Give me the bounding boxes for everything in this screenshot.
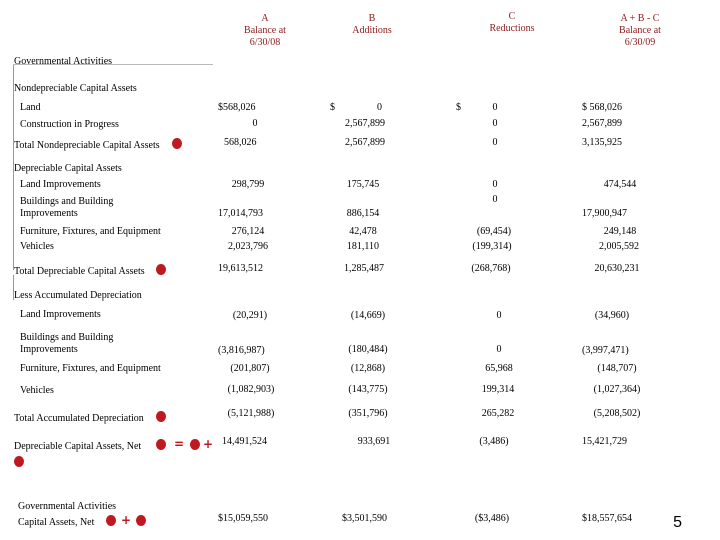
col-a-line2: Balance at [244,25,286,36]
buildings-balance-0609: 17,900,947 [582,208,627,219]
ffe-reductions: (69,454) [476,226,512,237]
row-label-ad-vehicles: Vehicles [20,385,54,396]
ad-buildings-label-line1: Buildings and Building [20,332,114,343]
total-nondep-balance-0609: 3,135,925 [582,137,622,148]
row-label-land-improvements: Land Improvements [20,179,101,190]
land-reductions-symbol: $ [456,102,461,113]
row-label-cap-net: Capital Assets, Net [18,517,95,528]
vehicles-reductions: (199,314) [472,241,512,252]
row-label-dep-net: Depreciable Capital Assets, Net [14,441,142,452]
dep-net-balance-0609: 15,421,729 [582,436,627,447]
total-ad-balance-0708: (5,121,988) [227,408,275,419]
ffe-balance-0609: 249,148 [603,226,637,237]
equals-sign: = [174,437,185,451]
col-a-header [225,13,305,49]
marker-seven-icon [106,515,116,526]
col-c-letter: C [508,11,516,22]
cip-balance-0708: 0 [252,118,258,129]
row-label-land: Land [20,102,41,113]
ffe-additions: 42,478 [349,226,377,237]
total-dep-balance-0708: 19,613,512 [218,263,263,274]
cap-net-balance-0708: $15,059,550 [218,513,268,524]
section-less-accumulated: Less Accumulated Depreciation [14,290,142,301]
dep-net-additions: 933,691 [357,436,391,447]
col-c-header [472,11,552,35]
land-balance-0609: $ 568,026 [582,102,622,113]
section-nondepreciable: Nondepreciable Capital Assets [14,83,137,94]
ad-vehicles-additions: (143,775) [348,384,388,395]
col-b-line2: Additions [352,25,392,36]
land-balance-0708: $568,026 [218,102,256,113]
row-label-total-dep: Total Depreciable Capital Assets [14,266,145,277]
plus-sign-2: + [121,513,132,527]
total-nondep-balance-0708: 568,026 [224,137,257,148]
ad-vehicles-balance-0708: (1,082,903) [227,384,275,395]
ad-buildings-additions: (180,484) [348,344,388,355]
col-a-letter: A [261,13,269,24]
land-impr-reductions: 0 [492,179,498,190]
marker-two-icon [156,264,166,275]
row-label-total-nondep: Total Nondepreciable Capital Assets [14,140,160,151]
buildings-balance-0708: 17,014,793 [218,208,263,219]
col-c-line2: Reductions [489,23,535,34]
total-nondep-additions: 2,567,899 [345,137,385,148]
ffe-balance-0708: 276,124 [231,226,265,237]
cip-additions: 2,567,899 [345,118,385,129]
section-depreciable: Depreciable Capital Assets [14,163,122,174]
ad-ffe-additions: (12,868) [350,363,386,374]
marker-six-icon [14,456,24,467]
total-ad-additions: (351,796) [348,408,388,419]
section-governmental-activities: Governmental Activities [14,56,113,67]
total-ad-reductions: 265,282 [481,408,515,419]
dep-net-balance-0708: 14,491,524 [222,436,267,447]
cap-net-balance-0609: $18,557,654 [582,513,632,524]
land-impr-additions: 175,745 [346,179,380,190]
row-label-total-ad: Total Accumulated Depreciation [14,413,144,424]
marker-eight-icon [136,515,146,526]
marker-three-icon [156,411,166,422]
row-label-ad-land-improvements: Land Improvements [20,309,101,320]
marker-one-icon [172,138,182,149]
page-number: 5 [673,514,682,531]
land-reductions: 0 [492,102,498,113]
ad-land-impr-additions: (14,669) [350,310,386,321]
land-additions-symbol: $ [330,102,335,113]
total-nondep-reductions: 0 [492,137,498,148]
cap-net-reductions: ($3,486) [474,513,510,524]
ad-buildings-reductions: 0 [496,344,502,355]
col-b-header [332,13,412,37]
total-dep-reductions: (268,768) [471,263,511,274]
cip-balance-0609: 2,567,899 [582,118,622,129]
ad-ffe-reductions: 65,968 [485,363,513,374]
ad-vehicles-balance-0609: (1,027,364) [593,384,641,395]
total-dep-additions: 1,285,487 [344,263,384,274]
dep-net-reductions: (3,486) [479,436,509,447]
ad-buildings-label-line2: Improvements [20,344,78,355]
buildings-label-line1: Buildings and Building [20,196,114,207]
land-impr-balance-0708: 298,799 [231,179,265,190]
ad-buildings-balance-0708: (3,816,987) [218,345,265,356]
col-a-line3: 6/30/08 [249,37,281,48]
cap-net-additions: $3,501,590 [342,513,387,524]
buildings-reductions: 0 [492,194,498,205]
land-additions: 0 [377,102,382,113]
ad-buildings-balance-0609: (3,997,471) [582,345,629,356]
total-ad-balance-0609: (5,208,502) [593,408,641,419]
ad-ffe-balance-0708: (201,807) [230,363,270,374]
marker-four-icon [156,439,166,450]
plus-sign: + [203,437,214,451]
buildings-additions: 886,154 [346,208,380,219]
col-b-letter: B [368,13,376,24]
vehicles-balance-0609: 2,005,592 [599,241,639,252]
ad-land-impr-reductions: 0 [496,310,502,321]
ad-land-impr-balance-0609: (34,960) [594,310,630,321]
ad-vehicles-reductions: 199,314 [481,384,515,395]
section-governmental-activities-2: Governmental Activities [18,501,117,512]
row-label-ad-ffe: Furniture, Fixtures, and Equipment [20,363,161,374]
col-d-letter: A + B - C [620,13,660,24]
row-label-buildings [20,196,113,220]
row-label-vehicles: Vehicles [20,241,54,252]
vehicles-additions: 181,110 [346,241,380,252]
col-d-header [600,13,680,49]
marker-five-icon [190,439,200,450]
cip-reductions: 0 [492,118,498,129]
row-label-ad-buildings [20,332,113,356]
ad-ffe-balance-0609: (148,707) [597,363,637,374]
ad-land-impr-balance-0708: (20,291) [232,310,268,321]
total-dep-balance-0609: 20,630,231 [594,263,640,274]
col-d-line2: Balance at [619,25,661,36]
row-label-ffe: Furniture, Fixtures, and Equipment [20,226,161,237]
land-impr-balance-0609: 474,544 [603,179,637,190]
row-label-cip: Construction in Progress [20,119,119,130]
col-d-line3: 6/30/09 [624,37,656,48]
vehicles-balance-0708: 2,023,796 [228,241,268,252]
buildings-label-line2: Improvements [20,208,78,219]
